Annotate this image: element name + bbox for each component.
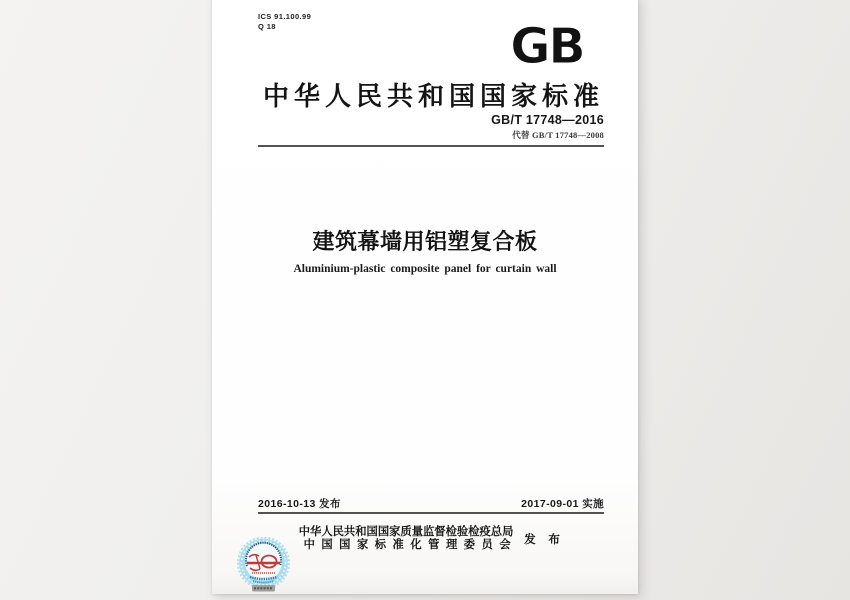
header-divider	[258, 145, 604, 147]
dates-row	[258, 496, 604, 511]
implement-date: 2017-09-01 实施	[521, 498, 604, 510]
gb-logo-text: GB	[510, 22, 584, 68]
ics-code-block	[258, 12, 311, 32]
issuer-line-1: 中华人民共和国国家质量监督检验检疫总局	[298, 526, 514, 538]
issuer-line-2: 中国国家标准化管理委员会	[303, 539, 518, 551]
standard-number: GB/T 17748—2016	[491, 113, 604, 127]
standard-number-block	[491, 113, 604, 141]
national-standard-heading: 中华人民共和国国家标准	[262, 82, 604, 111]
certification-sticker-icon	[236, 537, 291, 592]
issuer-block	[256, 526, 606, 552]
footer-divider	[258, 512, 604, 514]
standard-cover-page	[212, 0, 638, 594]
document-title-zh: 建筑幕墙用铝塑复合板	[312, 229, 538, 254]
ics-code: ICS 91.100.99	[258, 12, 312, 21]
publish-label: 发 布	[524, 534, 565, 546]
replaced-standard: 代替 GB/T 17748—2008	[512, 130, 604, 140]
classification-code: Q 18	[258, 22, 276, 31]
document-title-en: Aluminium-plastic composite panel for curtain wall	[293, 263, 557, 275]
issuer-names	[297, 526, 518, 552]
gb-logo-icon	[500, 22, 594, 68]
issue-date: 2016-10-13 发布	[258, 498, 341, 510]
